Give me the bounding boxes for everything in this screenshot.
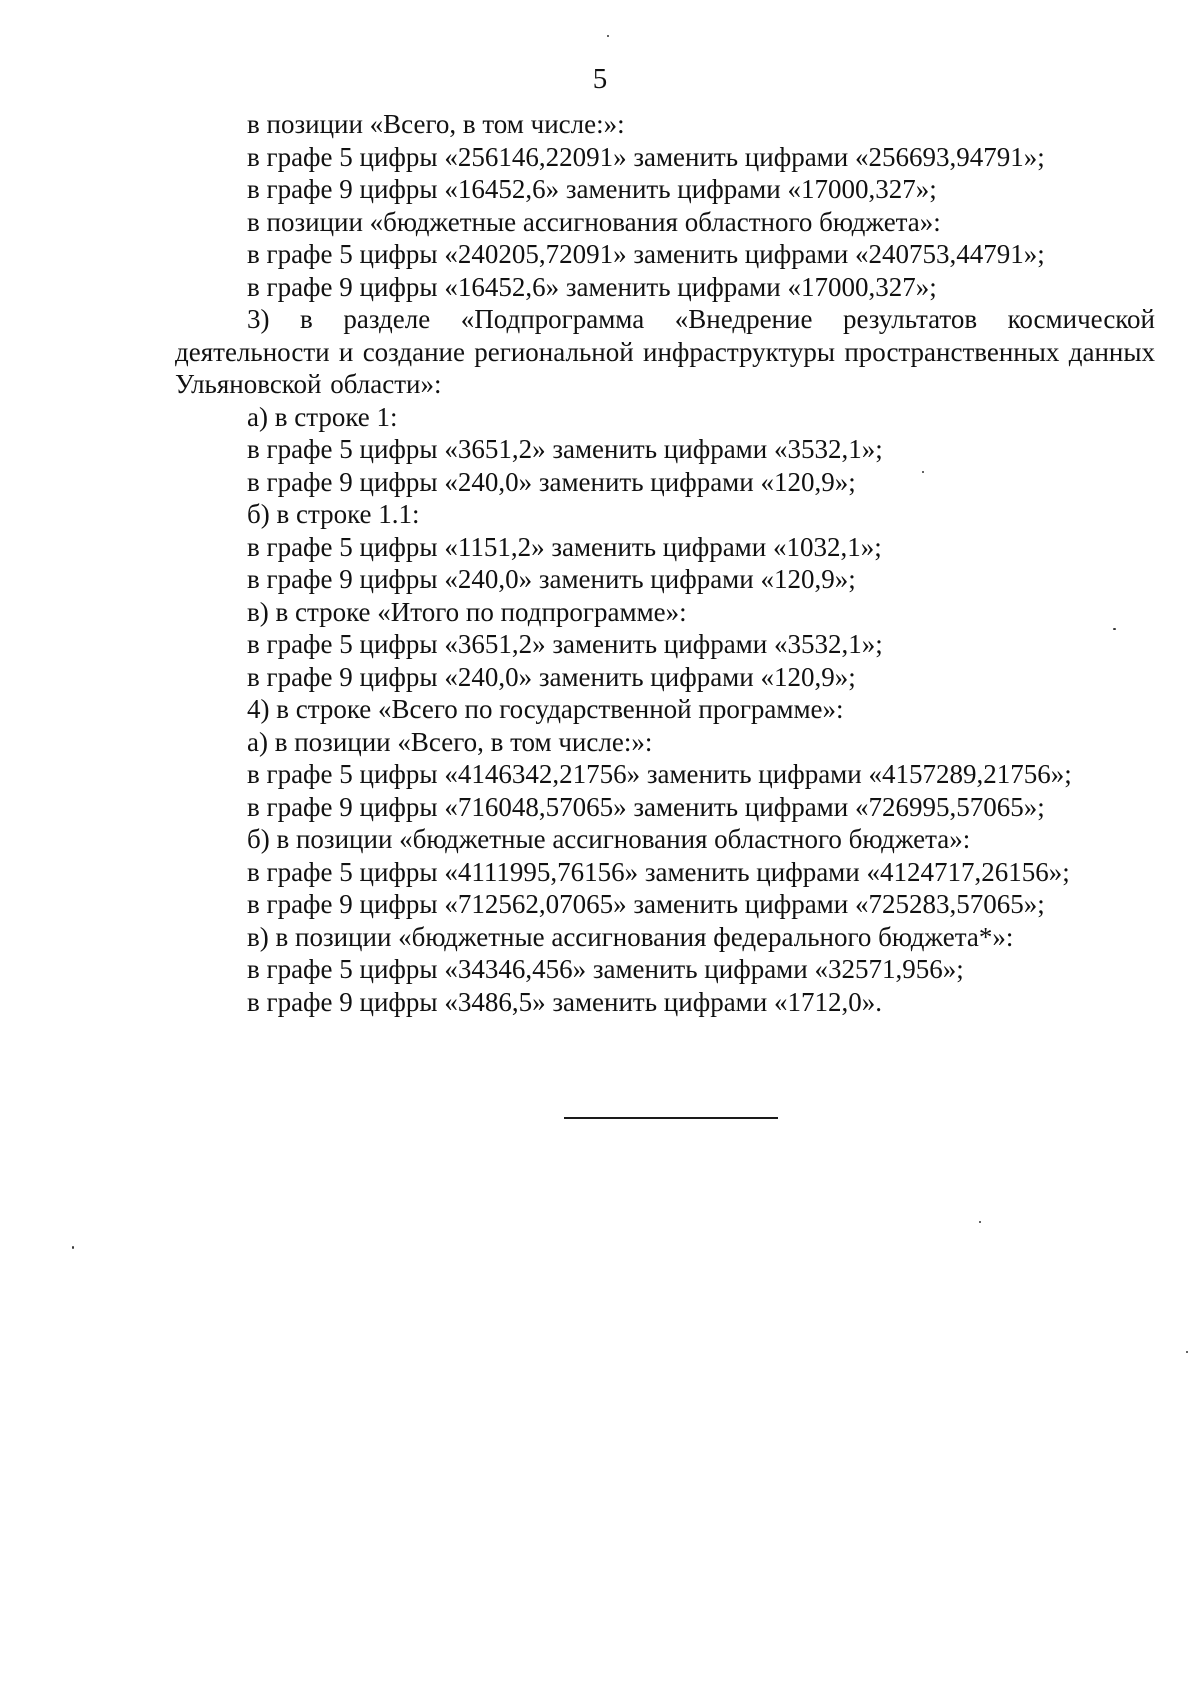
text-line: в графе 9 цифры «16452,6» заменить цифрами «17000,327»; <box>247 271 937 302</box>
text-line: в графе 5 цифры «4146342,21756» заменить цифрами «4157289,21756»; <box>247 759 1072 789</box>
document-body <box>175 108 1155 1018</box>
text-line: 4) в строке «Всего по государственной программе»: <box>247 694 844 724</box>
text-line: в графе 9 цифры «240,0» заменить цифрами «120,9»; <box>247 466 856 497</box>
text-line: в графе 9 цифры «3486,5» заменить цифрами «1712,0». <box>247 986 882 1017</box>
text-line: в позиции «Всего, в том числе:»: <box>247 109 625 139</box>
text-line: в графе 5 цифры «1151,2» заменить цифрами «1032,1»; <box>247 531 882 562</box>
text-line: в) в позиции «бюджетные ассигнования федерального бюджета*»: <box>247 921 1014 952</box>
text-line: а) в позиции «Всего, в том числе:»: <box>247 726 653 757</box>
text-line: в позиции «бюджетные ассигнования областного бюджета»: <box>247 206 941 237</box>
scan-speck <box>922 471 924 473</box>
text-line: в графе 5 цифры «3651,2» заменить цифрами «3532,1»; <box>247 629 883 659</box>
text-line: в графе 9 цифры «240,0» заменить цифрами «120,9»; <box>247 564 856 594</box>
text-line: в графе 9 цифры «240,0» заменить цифрами «120,9»; <box>247 661 856 692</box>
text-line: в графе 5 цифры «4111995,76156» заменить цифрами «4124717,26156»; <box>247 856 1070 887</box>
page-number: 5 <box>592 63 608 95</box>
scan-speck <box>72 1246 74 1249</box>
text-line: в графе 5 цифры «256146,22091» заменить цифрами «256693,94791»; <box>247 141 1045 172</box>
text-line: а) в строке 1: <box>247 401 398 432</box>
scan-speck <box>979 1221 981 1223</box>
scan-speck <box>607 35 609 37</box>
text-line: в графе 5 цифры «34346,456» заменить цифрами «32571,956»; <box>247 954 964 984</box>
text-line: б) в строке 1.1: <box>247 499 420 529</box>
text-line: в) в строке «Итого по подпрограмме»: <box>247 596 687 627</box>
text-line: в графе 9 цифры «16452,6» заменить цифрами «17000,327»; <box>247 174 937 204</box>
text-line: в графе 5 цифры «240205,72091» заменить цифрами «240753,44791»; <box>247 239 1045 269</box>
text-line: б) в позиции «бюджетные ассигнования областного бюджета»: <box>247 824 971 854</box>
text-line: в графе 9 цифры «716048,57065» заменить цифрами «726995,57065»; <box>247 791 1045 822</box>
scan-speck <box>1113 628 1116 630</box>
section-3-paragraph: 3) в разделе «Подпрограмма «Внедрение результатов космической деятельности и создание региональной инфраструктуры пространственных данных Ульяновской области»: <box>175 304 1155 399</box>
closing-rule <box>564 1117 778 1119</box>
text-line: в графе 5 цифры «3651,2» заменить цифрами «3532,1»; <box>247 434 883 464</box>
text-line: в графе 9 цифры «712562,07065» заменить цифрами «725283,57065»; <box>247 889 1045 919</box>
scan-speck <box>1186 1351 1188 1353</box>
